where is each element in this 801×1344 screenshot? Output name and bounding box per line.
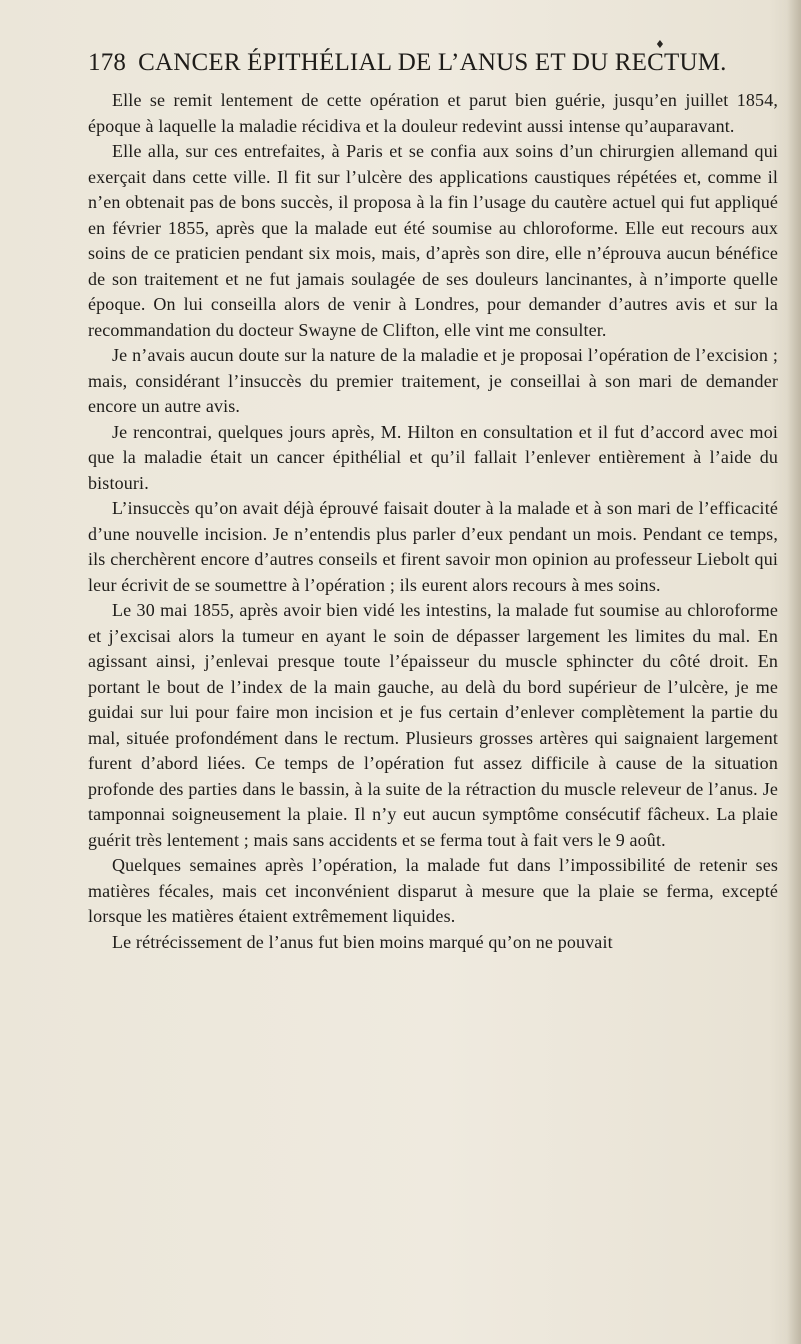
paragraph-3: Je n’avais aucun doute sur la nature de la maladie et je proposai l’opération de l’excision ; mais, considérant l’insuccès du premier traitement, je conseillai à son mari de demander encore un autre avis.: [88, 345, 778, 416]
paragraph-5: L’insuccès qu’on avait déjà éprouvé faisait douter à la malade et à son mari de l’efficacité d’une nouvelle incision. Je n’entendis plus parler d’eux pendant un mois. Pendant ce temps, ils cherchèrent encore d’autres conseils et firent savoir mon opinion au professeur Liebolt qui leur écrivit de se soumettre à l’opération ; ils eurent alors recours à mes soins.: [88, 498, 778, 595]
page-mark: ♦: [655, 38, 665, 51]
paragraph-8: Le rétrécissement de l’anus fut bien moins marqué qu’on ne pouvait: [112, 931, 613, 952]
page-edge-shadow: [787, 0, 801, 1344]
paragraph-6: Le 30 mai 1855, après avoir bien vidé les intestins, la malade fut soumise au chloroforme et j’excisai alors la tumeur en ayant le soin de dépasser largement les limites du mal. En agissant ainsi, j’enlevai presque toute l’épaisseur du muscle sphincter du côté droit. En portant le bout de l’index de la main gauche, au delà du bord supérieur de l’ulcère, je me guidai sur lui pour faire mon incision et je fus certain d’enlever complètement la partie du mal, située profondément dans le rectum. Plusieurs grosses artères qui saignaient largement furent d’abord liées. Ce temps de l’opération fut assez difficile à cause de la situation profonde des parties dans le bassin, à la suite de la rétraction du muscle releveur de l’anus. Je tamponnai soigneusement la plaie. Il n’y eut aucun symptôme consécutif fâcheux. La plaie guérit très lentement ; mais sans accidents et se ferma tout à fait vers le 9 août.: [88, 600, 778, 850]
header-title: CANCER ÉPITHÉLIAL DE L’ANUS ET DU RECTUM.: [138, 49, 727, 76]
paragraph-2: Elle alla, sur ces entrefaites, à Paris et se confia aux soins d’un chirurgien allemand qui exerçait dans cette ville. Il fit sur l’ulcère des applications caustiques répétées et, comme il n’en obtenait pas de bons succès, il proposa à la fin l’usage du cautère actuel qui fut appliqué en février 1855, après que la malade eut été soumise au chloroforme. Elle eut recours aux soins de ce praticien pendant six mois, mais, d’après son dire, elle n’éprouva aucun bénéfice de son traitement et ne fut jamais soulagée de ses douleurs lancinantes, à n’importe quelle époque. On lui conseilla alors de venir à Londres, pour demander d’autres avis et sur la recommandation du docteur Swayne de Clifton, elle vint me consulter.: [88, 141, 778, 340]
paragraph-7: Quelques semaines après l’opération, la malade fut dans l’impossibilité de retenir ses matières fécales, mais cet inconvénient disparut à mesure que la plaie se ferma, excepté lorsque les matières étaient extrêmement liquides.: [88, 855, 778, 926]
paragraph-1: Elle se remit lentement de cette opération et parut bien guérie, jusqu’en juillet 1854, époque à laquelle la maladie récidiva et la douleur redevint aussi intense qu’auparavant.: [88, 90, 778, 136]
paragraph-4: Je rencontrai, quelques jours après, M. Hilton en consultation et il fut d’accord avec moi que la maladie était un cancer épithélial et qu’il fallait l’enlever entièrement à l’aide du bistouri.: [88, 421, 778, 493]
page-number: 178: [88, 49, 127, 76]
running-header: [88, 48, 788, 78]
body-text: [88, 88, 778, 955]
